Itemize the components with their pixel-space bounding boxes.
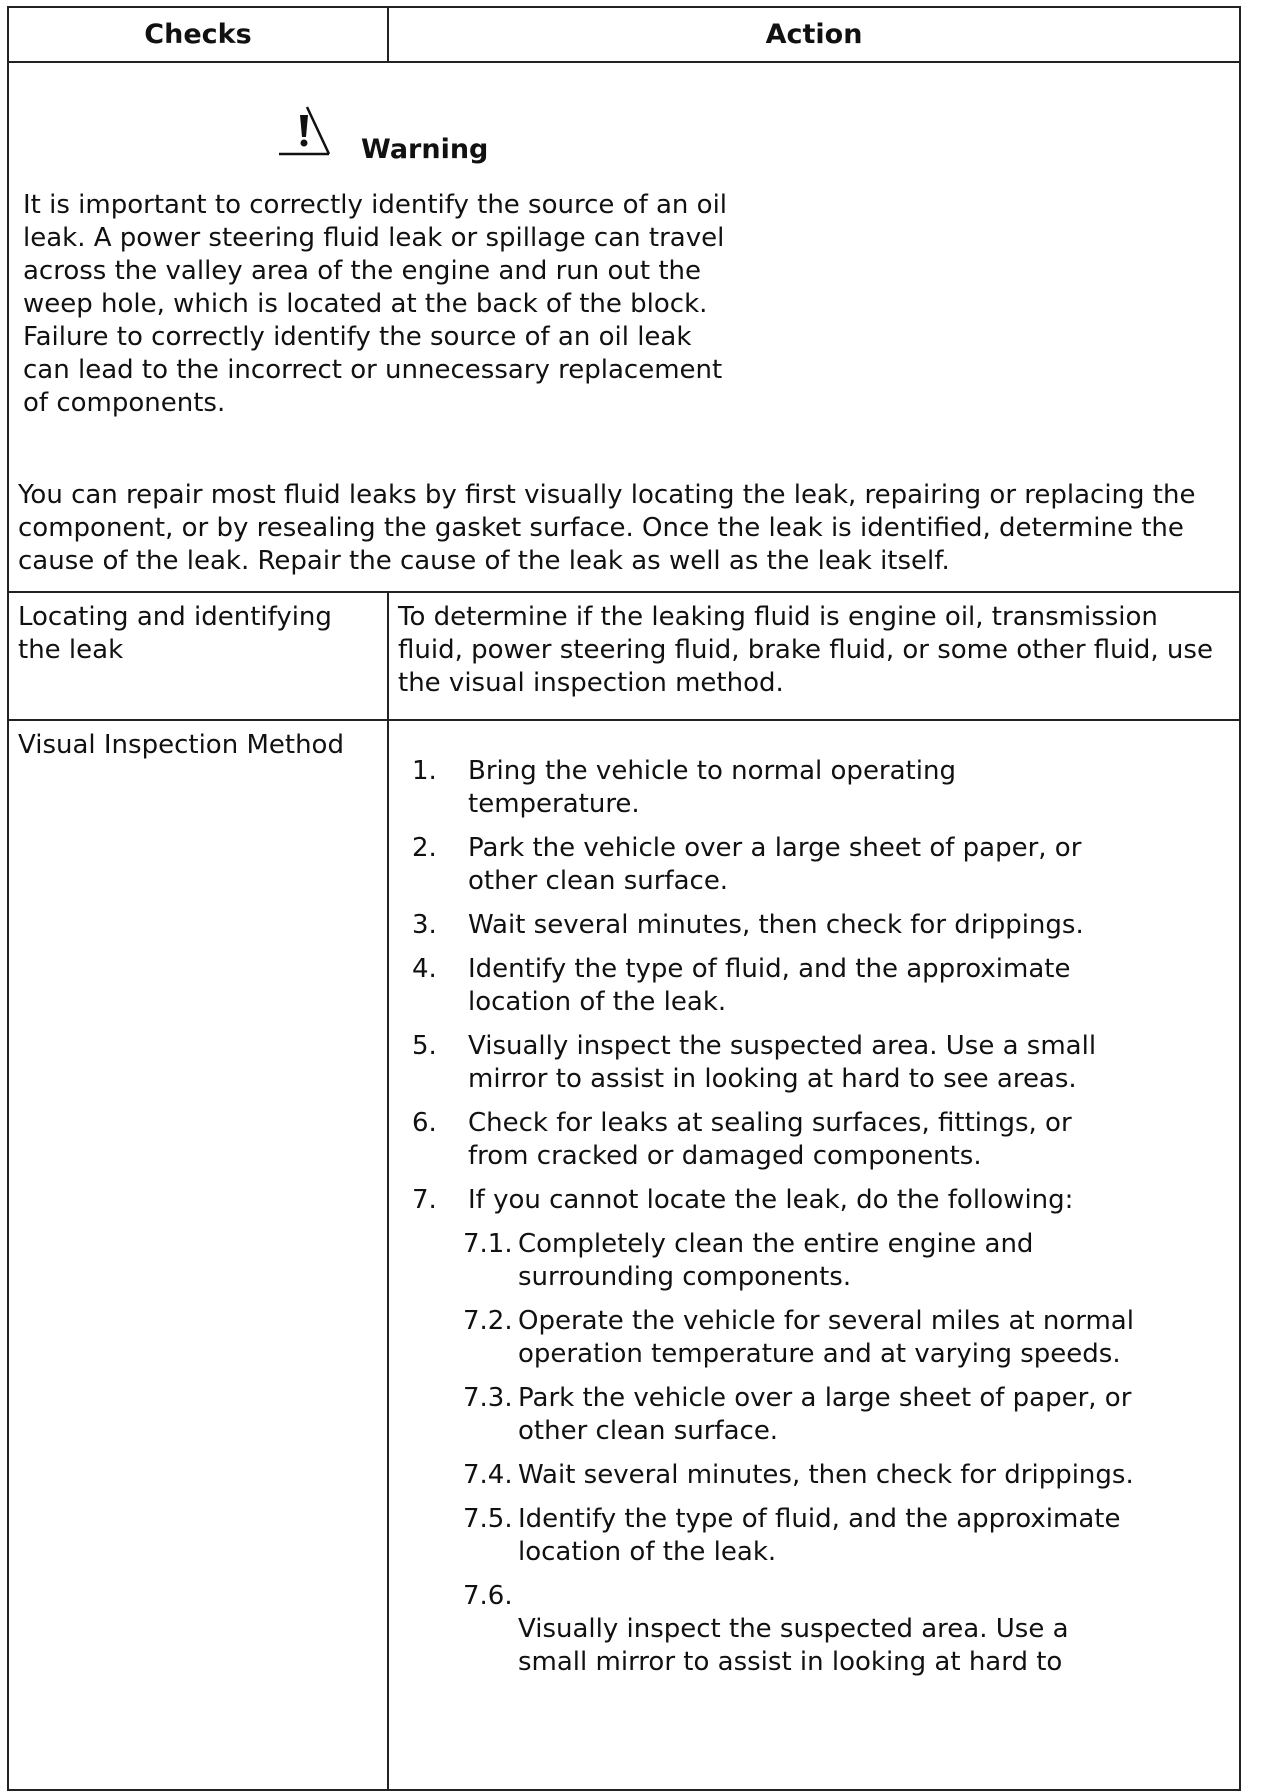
table-row (8, 592, 1240, 720)
list-item (398, 1503, 1138, 1569)
list-item (398, 832, 1128, 898)
list-item (398, 1580, 1138, 1679)
step-number: 6. (412, 1108, 437, 1138)
column-header-action: Action (388, 7, 1240, 62)
step-number: 2. (412, 833, 437, 863)
check-cell-locating: Locating and identifying the leak (8, 592, 388, 720)
table-row (8, 720, 1240, 1790)
substep-text: Operate the vehicle for several miles at normal operation temperature and at varying speeds. (518, 1306, 1134, 1369)
list-item (398, 1228, 1138, 1294)
action-cell-visual-inspection (388, 720, 1240, 1790)
list-item (398, 1459, 1138, 1492)
warning-triangle-icon (279, 103, 345, 165)
step-text: Check for leaks at sealing surfaces, fittings, or from cracked or damaged components. (468, 1108, 1072, 1171)
substep-text: Visually inspect the suspected area. Use a small mirror to assist in looking at hard to (518, 1614, 1069, 1677)
substep-number: 7.6. (463, 1581, 513, 1611)
substep-number: 7.5. (463, 1504, 513, 1534)
list-item (398, 755, 1128, 821)
step-text: If you cannot locate the leak, do the following: (468, 1185, 1074, 1215)
warning-title: Warning (361, 134, 489, 165)
substep-text: Wait several minutes, then check for drippings. (518, 1460, 1134, 1490)
list-item (398, 1107, 1128, 1173)
intro-text: You can repair most fluid leaks by first visually locating the leak, repairing or replacing the component, or by resealing the gasket surface. Once the leak is identified, determine the cause of the leak. Repair the cause of the leak as well as the leak itself. (18, 480, 1196, 576)
step-number: 3. (412, 910, 437, 940)
substeps-list (398, 1228, 1230, 1679)
substep-text: Park the vehicle over a large sheet of paper, or other clean surface. (518, 1383, 1132, 1446)
substep-number: 7.3. (463, 1383, 513, 1413)
list-item (398, 1030, 1128, 1096)
step-number: 4. (412, 954, 437, 984)
step-text: Park the vehicle over a large sheet of paper, or other clean surface. (468, 833, 1082, 896)
substep-number: 7.1. (463, 1229, 513, 1259)
column-header-checks: Checks (8, 7, 388, 62)
step-number: 7. (412, 1185, 437, 1215)
substep-number: 7.4. (463, 1460, 513, 1490)
warning-row (8, 62, 1240, 592)
checks-action-table (7, 6, 1241, 1791)
substep-text: Completely clean the entire engine and surrounding components. (518, 1229, 1034, 1292)
check-cell-visual-inspection: Visual Inspection Method (8, 720, 388, 1790)
step-number: 1. (412, 756, 437, 786)
warning-text: It is important to correctly identify the source of an oil leak. A power steering fluid leak or spillage can travel across the valley area of the engine and run out the weep hole, which is located at the back of the block. Failure to correctly identify the source of an oil leak can lead to the incorrect or unnecessary replacement of components. (23, 190, 728, 418)
step-text: Visually inspect the suspected area. Use a small mirror to assist in looking at hard to see areas. (468, 1031, 1097, 1094)
list-item (398, 1305, 1138, 1371)
step-text: Wait several minutes, then check for drippings. (468, 910, 1084, 940)
step-text: Bring the vehicle to normal operating temperature. (468, 756, 956, 819)
substep-text: Identify the type of fluid, and the approximate location of the leak. (518, 1504, 1121, 1567)
list-item (398, 1184, 1128, 1217)
step-text: Identify the type of fluid, and the approximate location of the leak. (468, 954, 1071, 1017)
steps-list-wrapper (398, 729, 1230, 1679)
substep-number: 7.2. (463, 1306, 513, 1336)
list-item (398, 953, 1128, 1019)
action-cell-locating: To determine if the leaking fluid is engine oil, transmission fluid, power steering fluid, brake fluid, or some other fluid, use the visual inspection method. (388, 592, 1240, 720)
table-header-row (8, 7, 1240, 62)
steps-list (398, 755, 1230, 1217)
step-number: 5. (412, 1031, 437, 1061)
list-item (398, 909, 1128, 942)
warning-cell (8, 62, 1240, 592)
list-item (398, 1382, 1138, 1448)
